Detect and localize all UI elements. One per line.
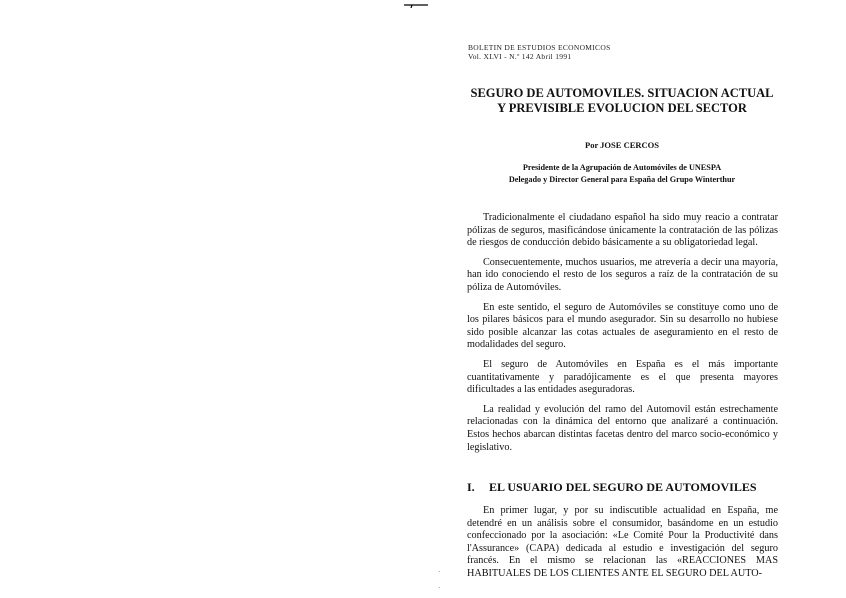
title-line-2: Y PREVISIBLE EVOLUCION DEL SECTOR [497, 100, 747, 115]
paragraph: Tradicionalmente el ciudadano español ha sido muy reacio a contratar pólizas de seguros, masificándose únicamente la contratación de las pólizas de riesgos de conducción debido básicamente a su obligatoriedad legal. [467, 212, 778, 249]
paragraph: Consecuentemente, muchos usuarios, me atrevería a decir una mayoría, han ido conociendo el resto de los seguros a raíz de la contratación de su póliza de Automóviles. [467, 256, 778, 293]
scan-mark [404, 4, 428, 8]
section-heading [467, 480, 778, 494]
affiliation-line-2: Delegado y Director General para España del Grupo Winterthur [508, 174, 736, 184]
affiliation-line-1: Presidente de la Agrupación de Automóviles de UNESPA [522, 163, 722, 172]
article-body [467, 212, 778, 461]
section-title: EL USUARIO DEL SEGURO DE AUTOMOVILES [489, 480, 757, 494]
author-affiliation [466, 162, 778, 185]
journal-header [468, 43, 611, 61]
scan-artifact: · [438, 568, 441, 576]
title-line-1: SEGURO DE AUTOMOVILES. SITUACION ACTUAL [470, 86, 774, 100]
article-author: Por JOSE CERCOS [585, 140, 659, 150]
journal-issue: Vol. XLVI - N.º 142 Abril 1991 [468, 52, 572, 61]
paragraph: La realidad y evolución del ramo del Automovil están estrechamente relacionadas con la dinámica del entorno que analizaré a continuación. Estos hechos abarcan distintas facetas dentro del marco socio-económico y legislativo. [467, 403, 778, 453]
paragraph: En primer lugar, y por su indiscutible actualidad en España, me detendré en un análisis sobre el consumidor, basándome en un estudio confeccionado por la asociación: «Le Comité Pour la Productivité dans l'Assurance» (CAPA) dedicada al estudio e investigación del seguro francés. En el mismo se relacionan las «REACCIONES MAS HABITUALES DE LOS CLIENTES ANTE EL SEGURO DEL AUTO- [467, 505, 778, 579]
journal-name: BOLETIN DE ESTUDIOS ECONOMICOS [468, 43, 611, 52]
paragraph: En este sentido, el seguro de Automóviles se constituye como uno de los pilares básicos para el mundo asegurador. Sin su desarrollo no hubiese sido posible alcanzar las cotas actuales de aseguramiento en el resto de modalidades del seguro. [467, 301, 778, 351]
article-title [466, 86, 778, 115]
scan-artifact: · [438, 584, 441, 592]
paragraph: El seguro de Automóviles en España es el más importante cuantitativamente y paradójicamente es el que presenta mayores dificultades a las entidades aseguradoras. [467, 358, 778, 396]
section-body [467, 505, 778, 581]
section-number: I. [467, 480, 475, 494]
